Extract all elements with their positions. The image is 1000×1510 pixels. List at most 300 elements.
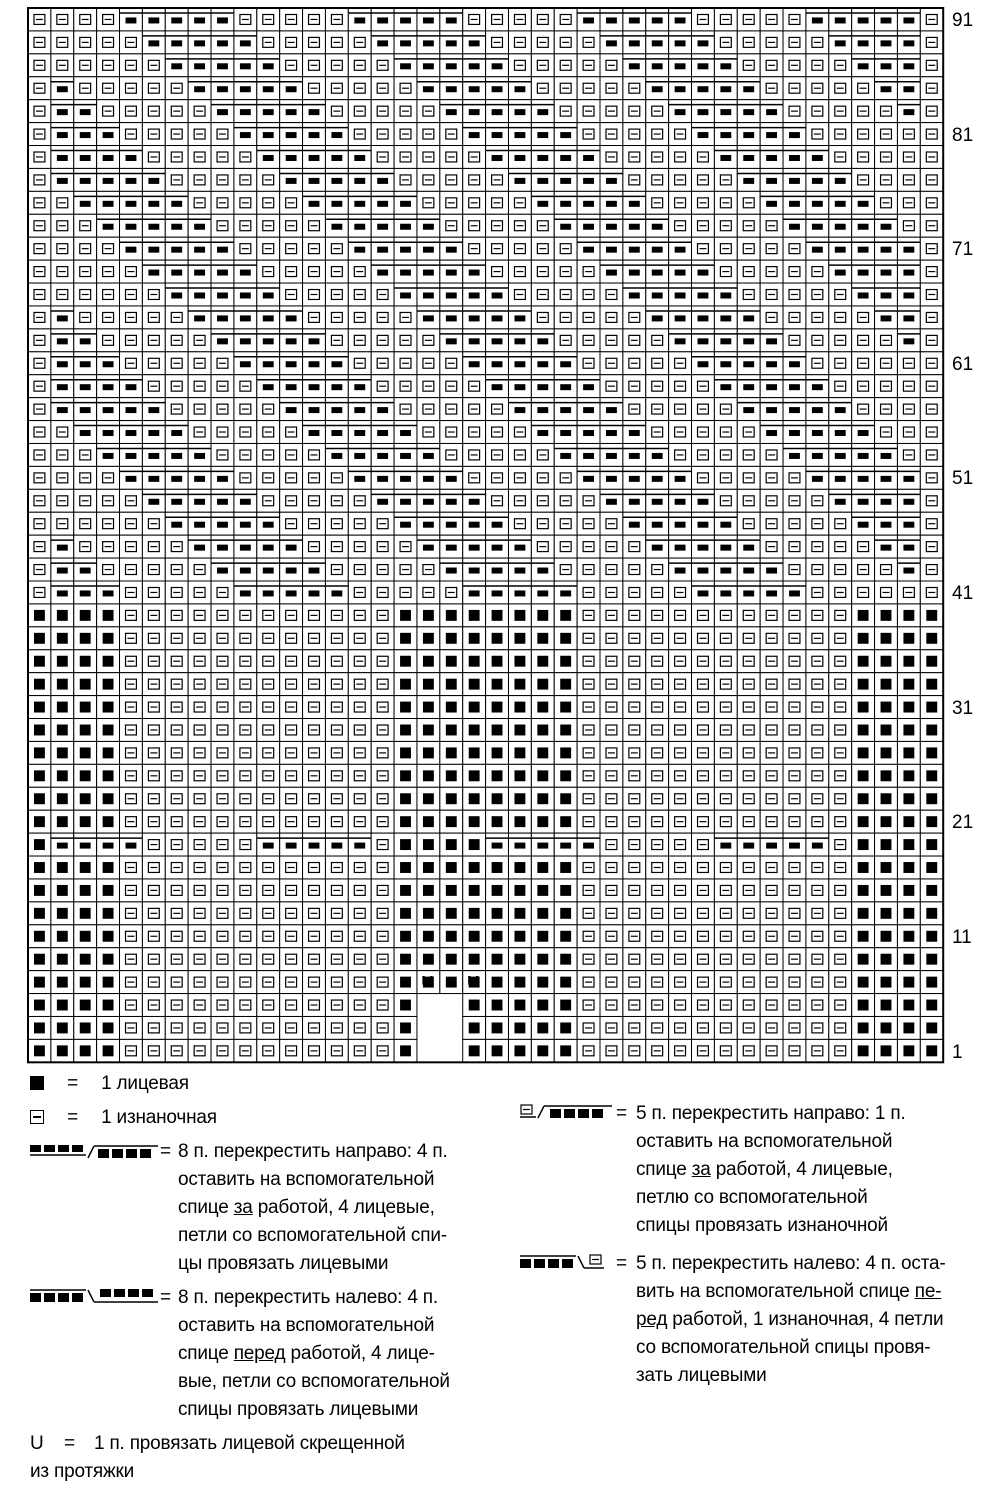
stitch-cell — [806, 902, 829, 925]
stitch-cell — [508, 696, 531, 719]
stitch-cell — [852, 764, 875, 787]
stitch-cell — [554, 833, 577, 856]
stitch-cell — [714, 627, 737, 650]
stitch-cell — [417, 54, 440, 77]
stitch-cell — [74, 54, 97, 77]
stitch-cell — [97, 810, 120, 833]
stitch-cell — [28, 787, 51, 810]
stitch-cell — [486, 741, 509, 764]
stitch-cell — [577, 581, 600, 604]
stitch-cell — [280, 1039, 303, 1062]
stitch-cell — [97, 741, 120, 764]
stitch-cell — [897, 146, 920, 169]
stitch-cell — [600, 100, 623, 123]
stitch-cell — [348, 604, 371, 627]
stitch-cell — [463, 237, 486, 260]
stitch-cell — [28, 443, 51, 466]
stitch-cell — [646, 696, 669, 719]
stitch-cell — [508, 1039, 531, 1062]
stitch-cell — [852, 512, 875, 535]
stitch-cell — [120, 31, 143, 54]
stitch-cell — [97, 925, 120, 948]
stitch-cell — [211, 8, 234, 31]
stitch-cell — [257, 856, 280, 879]
stitch-cell — [142, 604, 165, 627]
stitch-cell — [257, 627, 280, 650]
stitch-cell — [417, 902, 440, 925]
stitch-cell — [692, 558, 715, 581]
stitch-cell — [783, 1016, 806, 1039]
stitch-cell — [737, 77, 760, 100]
stitch-cell — [463, 146, 486, 169]
stitch-cell — [669, 535, 692, 558]
stitch-cell — [783, 260, 806, 283]
stitch-cell — [531, 810, 554, 833]
stitch-cell — [829, 627, 852, 650]
stitch-cell — [51, 764, 74, 787]
stitch-cell — [303, 994, 326, 1017]
stitch-cell — [600, 1039, 623, 1062]
legend-cable8-left-text: 8 п. перекрестить налево: 4 п. оставить на вспомогательной спице перед работой, 4 лице- вые, петли со вспомогательной спицы провязать лицевыми — [178, 1287, 450, 1420]
stitch-cell — [394, 329, 417, 352]
stitch-cell — [211, 856, 234, 879]
stitch-cell — [531, 925, 554, 948]
stitch-cell — [417, 925, 440, 948]
stitch-cell — [852, 741, 875, 764]
stitch-cell — [188, 719, 211, 742]
stitch-cell — [760, 994, 783, 1017]
stitch-cell — [325, 558, 348, 581]
stitch-cell — [325, 512, 348, 535]
stitch-cell — [394, 375, 417, 398]
stitch-cell — [74, 31, 97, 54]
stitch-cell — [623, 168, 646, 191]
stitch-cell — [714, 696, 737, 719]
stitch-cell — [600, 971, 623, 994]
stitch-cell — [714, 879, 737, 902]
stitch-cell — [737, 925, 760, 948]
stitch-cell — [463, 123, 486, 146]
stitch-cell — [852, 77, 875, 100]
stitch-cell — [142, 214, 165, 237]
stitch-cell — [188, 168, 211, 191]
stitch-cell — [303, 696, 326, 719]
stitch-cell — [120, 925, 143, 948]
stitch-cell — [783, 856, 806, 879]
stitch-cell — [829, 77, 852, 100]
stitch-cell — [120, 971, 143, 994]
stitch-cell — [897, 810, 920, 833]
stitch-cell — [440, 352, 463, 375]
stitch-cell — [280, 971, 303, 994]
stitch-cell — [875, 375, 898, 398]
stitch-cell — [920, 168, 943, 191]
stitch-cell — [120, 191, 143, 214]
stitch-cell — [646, 123, 669, 146]
stitch-cell — [74, 994, 97, 1017]
stitch-cell — [348, 421, 371, 444]
stitch-cell — [669, 375, 692, 398]
stitch-cell — [737, 719, 760, 742]
stitch-cell — [692, 306, 715, 329]
stitch-cell — [692, 627, 715, 650]
stitch-cell — [28, 856, 51, 879]
stitch-cell — [120, 856, 143, 879]
stitch-cell — [920, 948, 943, 971]
stitch-cell — [737, 741, 760, 764]
stitch-cell — [669, 54, 692, 77]
stitch-cell — [211, 581, 234, 604]
stitch-cell — [74, 466, 97, 489]
stitch-cell — [211, 1016, 234, 1039]
stitch-cell — [623, 77, 646, 100]
legend-purl-eq: = — [67, 1107, 78, 1128]
stitch-cell — [737, 466, 760, 489]
stitch-cell — [348, 650, 371, 673]
stitch-cell — [600, 306, 623, 329]
stitch-cell — [875, 535, 898, 558]
stitch-cell — [531, 948, 554, 971]
stitch-cell — [669, 558, 692, 581]
stitch-cell — [371, 948, 394, 971]
stitch-cell — [737, 443, 760, 466]
stitch-cell — [783, 283, 806, 306]
stitch-cell — [28, 191, 51, 214]
stitch-cell — [394, 764, 417, 787]
row-label-31: 31 — [952, 698, 974, 719]
stitch-cell — [325, 421, 348, 444]
stitch-cell — [234, 1039, 257, 1062]
stitch-cell — [829, 329, 852, 352]
stitch-cell — [508, 902, 531, 925]
stitch-cell — [508, 810, 531, 833]
stitch-cell — [829, 650, 852, 673]
stitch-cell — [120, 146, 143, 169]
stitch-cell — [737, 558, 760, 581]
stitch-cell — [554, 375, 577, 398]
stitch-cell — [577, 352, 600, 375]
stitch-cell — [303, 443, 326, 466]
stitch-cell — [875, 329, 898, 352]
stitch-cell — [737, 971, 760, 994]
stitch-cell — [600, 719, 623, 742]
stitch-cell — [646, 604, 669, 627]
stitch-cell — [188, 77, 211, 100]
stitch-cell — [417, 329, 440, 352]
stitch-cell — [120, 283, 143, 306]
stitch-cell — [371, 191, 394, 214]
stitch-cell — [852, 994, 875, 1017]
stitch-cell — [600, 375, 623, 398]
stitch-cell — [463, 100, 486, 123]
stitch-cell — [852, 8, 875, 31]
stitch-cell — [211, 971, 234, 994]
stitch-cell — [51, 443, 74, 466]
stitch-cell — [486, 925, 509, 948]
stitch-cell — [577, 77, 600, 100]
stitch-cell — [463, 627, 486, 650]
stitch-cell — [554, 466, 577, 489]
stitch-cell — [531, 443, 554, 466]
stitch-cell — [692, 146, 715, 169]
stitch-cell — [486, 100, 509, 123]
stitch-cell — [600, 833, 623, 856]
stitch-cell — [920, 902, 943, 925]
stitch-cell — [852, 696, 875, 719]
stitch-cell — [188, 971, 211, 994]
stitch-cell — [97, 948, 120, 971]
stitch-cell — [669, 925, 692, 948]
stitch-cell — [486, 168, 509, 191]
stitch-cell — [142, 237, 165, 260]
stitch-cell — [440, 764, 463, 787]
stitch-cell — [531, 879, 554, 902]
stitch-cell — [417, 856, 440, 879]
stitch-cell — [74, 260, 97, 283]
stitch-cell — [325, 650, 348, 673]
stitch-cell — [508, 627, 531, 650]
stitch-cell — [28, 764, 51, 787]
stitch-cell — [303, 191, 326, 214]
stitch-cell — [577, 627, 600, 650]
stitch-cell — [303, 512, 326, 535]
stitch-cell — [51, 146, 74, 169]
stitch-cell — [371, 1039, 394, 1062]
stitch-cell — [234, 146, 257, 169]
stitch-cell — [714, 146, 737, 169]
stitch-cell — [440, 421, 463, 444]
stitch-cell — [554, 787, 577, 810]
stitch-cell — [554, 237, 577, 260]
stitch-cell — [508, 558, 531, 581]
stitch-cell — [188, 535, 211, 558]
stitch-cell — [28, 260, 51, 283]
stitch-cell — [920, 764, 943, 787]
stitch-cell — [303, 535, 326, 558]
stitch-cell — [737, 168, 760, 191]
stitch-cell — [97, 696, 120, 719]
stitch-cell — [829, 168, 852, 191]
stitch-cell — [577, 375, 600, 398]
stitch-cell — [760, 31, 783, 54]
twisted-stitch-mark: U — [467, 972, 480, 992]
stitch-cell — [211, 535, 234, 558]
stitch-cell — [783, 696, 806, 719]
stitch-cell — [852, 260, 875, 283]
stitch-cell — [875, 123, 898, 146]
stitch-cell — [28, 558, 51, 581]
stitch-cell — [577, 719, 600, 742]
stitch-cell — [760, 146, 783, 169]
stitch-cell — [829, 54, 852, 77]
stitch-cell — [600, 8, 623, 31]
stitch-cell — [486, 1039, 509, 1062]
stitch-cell — [120, 719, 143, 742]
stitch-cell — [165, 1039, 188, 1062]
stitch-cell — [875, 260, 898, 283]
stitch-cell — [325, 77, 348, 100]
stitch-cell — [325, 994, 348, 1017]
stitch-cell — [623, 994, 646, 1017]
stitch-cell — [760, 604, 783, 627]
stitch-cell — [669, 214, 692, 237]
stitch-cell — [74, 902, 97, 925]
stitch-cell — [165, 260, 188, 283]
stitch-cell — [74, 100, 97, 123]
stitch-cell — [806, 535, 829, 558]
stitch-cell — [165, 741, 188, 764]
stitch-cell — [417, 352, 440, 375]
stitch-cell — [577, 466, 600, 489]
stitch-cell — [394, 741, 417, 764]
stitch-cell — [600, 466, 623, 489]
stitch-cell — [417, 764, 440, 787]
stitch-cell — [394, 787, 417, 810]
stitch-cell — [531, 856, 554, 879]
stitch-cell — [920, 8, 943, 31]
stitch-cell — [188, 604, 211, 627]
stitch-cell — [325, 100, 348, 123]
stitch-cell — [737, 810, 760, 833]
stitch-cell — [760, 168, 783, 191]
stitch-cell — [142, 352, 165, 375]
stitch-cell — [325, 719, 348, 742]
stitch-cell — [920, 100, 943, 123]
stitch-cell — [211, 696, 234, 719]
stitch-cell — [303, 398, 326, 421]
stitch-cell — [806, 558, 829, 581]
stitch-cell — [852, 581, 875, 604]
stitch-cell — [51, 673, 74, 696]
stitch-cell — [97, 466, 120, 489]
stitch-cell — [737, 421, 760, 444]
stitch-cell — [280, 237, 303, 260]
stitch-cell — [897, 352, 920, 375]
stitch-cell — [394, 168, 417, 191]
stitch-cell — [829, 879, 852, 902]
twisted-symbol-icon: U — [30, 1433, 44, 1454]
stitch-cell — [508, 100, 531, 123]
stitch-cell — [737, 283, 760, 306]
stitch-cell — [486, 421, 509, 444]
stitch-cell — [714, 833, 737, 856]
stitch-cell — [280, 352, 303, 375]
stitch-cell — [303, 673, 326, 696]
stitch-cell — [348, 558, 371, 581]
stitch-cell — [463, 696, 486, 719]
stitch-cell — [852, 719, 875, 742]
stitch-cell — [806, 398, 829, 421]
stitch-cell — [234, 123, 257, 146]
stitch-cell — [920, 443, 943, 466]
stitch-cell — [394, 879, 417, 902]
stitch-cell — [51, 994, 74, 1017]
stitch-cell — [188, 421, 211, 444]
stitch-cell — [120, 466, 143, 489]
stitch-cell — [211, 627, 234, 650]
stitch-cell — [600, 489, 623, 512]
stitch-cell — [737, 902, 760, 925]
stitch-cell — [97, 489, 120, 512]
stitch-cell — [51, 856, 74, 879]
stitch-cell — [394, 283, 417, 306]
stitch-cell — [760, 810, 783, 833]
stitch-cell — [463, 1039, 486, 1062]
stitch-cell — [783, 191, 806, 214]
stitch-cell — [852, 421, 875, 444]
stitch-cell — [806, 650, 829, 673]
stitch-cell — [257, 329, 280, 352]
stitch-cell — [646, 902, 669, 925]
stitch-cell — [531, 1039, 554, 1062]
stitch-cell — [806, 31, 829, 54]
stitch-cell — [829, 237, 852, 260]
stitch-cell — [737, 856, 760, 879]
stitch-cell — [188, 902, 211, 925]
stitch-cell — [257, 375, 280, 398]
stitch-cell — [120, 168, 143, 191]
stitch-cell — [74, 1016, 97, 1039]
stitch-cell — [554, 352, 577, 375]
stitch-cell — [211, 260, 234, 283]
stitch-cell — [577, 54, 600, 77]
stitch-cell — [508, 8, 531, 31]
stitch-cell — [371, 650, 394, 673]
stitch-cell — [463, 329, 486, 352]
stitch-cell — [463, 77, 486, 100]
stitch-cell — [234, 696, 257, 719]
stitch-cell — [303, 764, 326, 787]
stitch-cell — [97, 1039, 120, 1062]
stitch-cell — [737, 352, 760, 375]
stitch-cell — [577, 741, 600, 764]
stitch-cell — [165, 948, 188, 971]
stitch-cell — [280, 650, 303, 673]
stitch-cell — [325, 581, 348, 604]
stitch-cell — [737, 8, 760, 31]
stitch-cell — [188, 191, 211, 214]
stitch-cell — [623, 971, 646, 994]
stitch-cell — [714, 719, 737, 742]
stitch-cell — [463, 833, 486, 856]
stitch-cell — [28, 673, 51, 696]
stitch-cell — [97, 535, 120, 558]
stitch-cell — [394, 856, 417, 879]
stitch-cell — [440, 650, 463, 673]
stitch-cell — [165, 77, 188, 100]
stitch-cell — [463, 421, 486, 444]
stitch-cell — [28, 627, 51, 650]
stitch-cell — [806, 421, 829, 444]
stitch-cell — [554, 489, 577, 512]
stitch-cell — [348, 123, 371, 146]
stitch-cell — [577, 650, 600, 673]
stitch-cell — [623, 535, 646, 558]
stitch-cell — [920, 673, 943, 696]
stitch-cell — [280, 604, 303, 627]
stitch-cell — [325, 948, 348, 971]
stitch-cell — [829, 604, 852, 627]
stitch-cell — [165, 54, 188, 77]
stitch-cell — [852, 856, 875, 879]
stitch-cell — [371, 443, 394, 466]
stitch-cell — [51, 77, 74, 100]
stitch-cell — [486, 77, 509, 100]
stitch-cell — [897, 398, 920, 421]
stitch-cell — [165, 489, 188, 512]
stitch-cell — [737, 237, 760, 260]
stitch-cell — [760, 971, 783, 994]
